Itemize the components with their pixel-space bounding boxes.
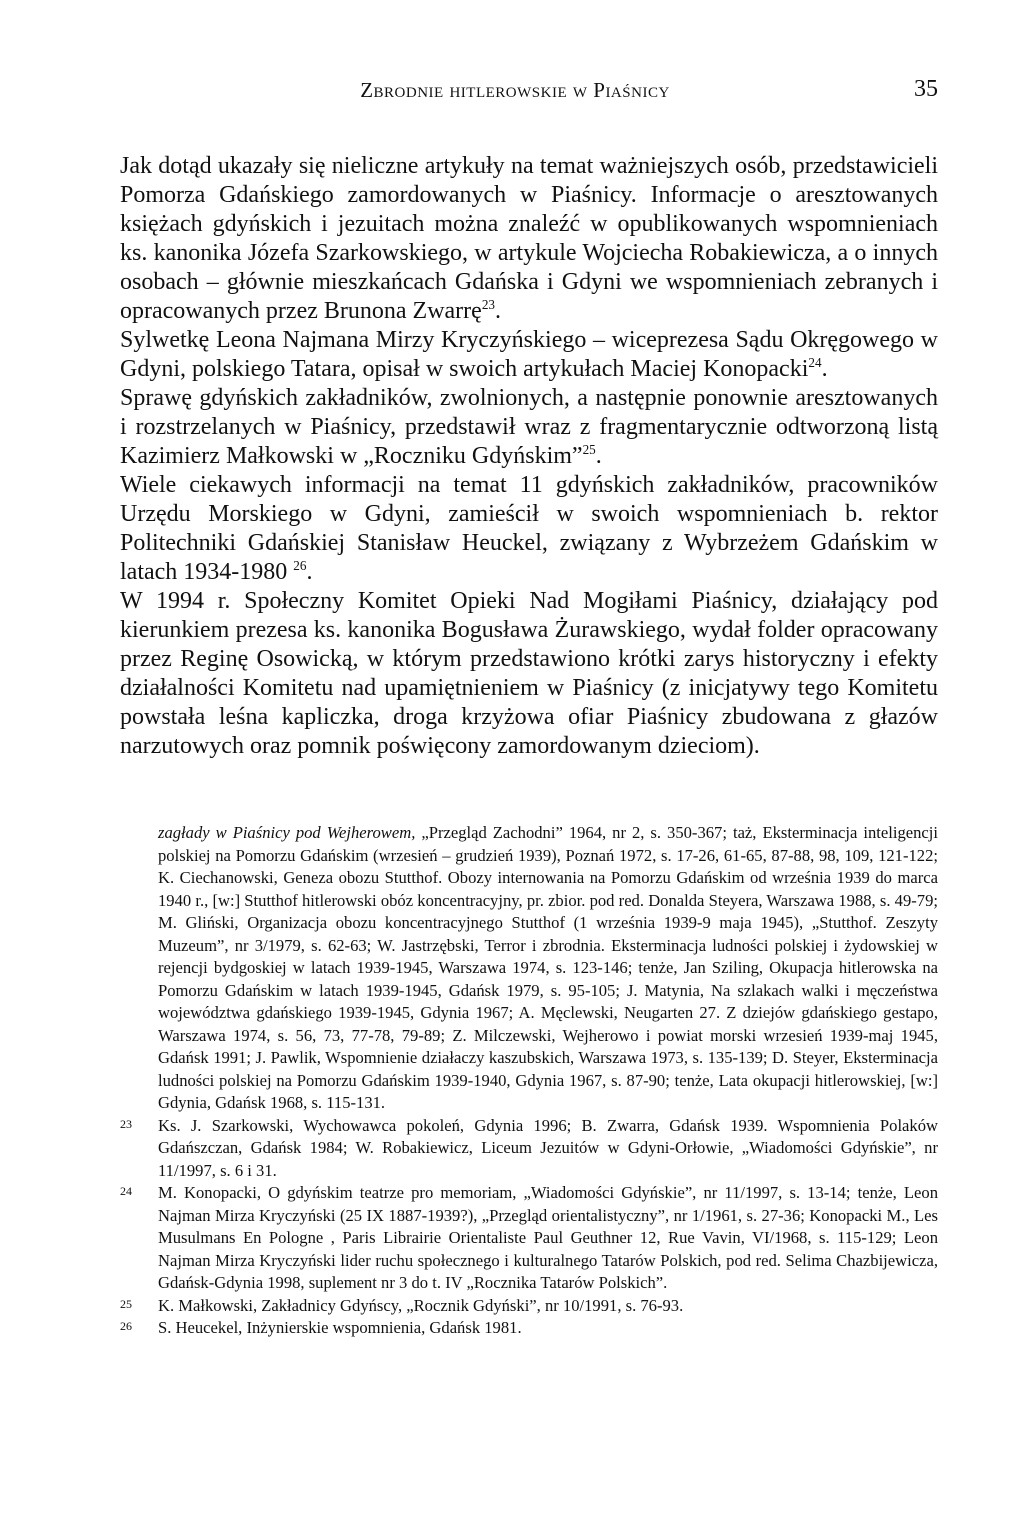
paragraph-end: . [306,559,313,585]
paragraph [120,326,938,384]
paragraph [120,587,938,761]
page-number: 35 [914,76,938,102]
paragraph-end: . [821,356,828,382]
paragraph-text: W 1994 r. Społeczny Komitet Opieki Nad Mogiłami Piaśnicy, działający pod kierunkiem prezesa ks. kanonika Bogusława Żurawskiego, wydał folder opracowany przez Reginę Osowicką, w którym przedstawiono krótki zarys historyczny i efekty działalności Komitetu nad upamiętnieniem w Piaśnicy (z inicjatywy tego Komitetu powstała leśna kapliczka, droga krzyżowa ofiar Piaśnicy zbudowana z głazów narzutowych oraz pomnik poświęcony zamordowanym dzieciom). [120,588,938,759]
main-text [120,152,938,761]
footnote-text: K. Małkowski, Zakładnicy Gdyńscy, „Rocznik Gdyński”, nr 10/1991, s. 76-93. [158,1295,684,1315]
paragraph-end: . [495,298,502,324]
footnote-ref: 25 [582,442,596,457]
footnote-text: S. Heucekel, Inżynierskie wspomnienia, Gdańsk 1981. [158,1318,522,1337]
paragraph [120,384,938,471]
paragraph-text: Sylwetkę Leona Najmana Mirzy Kryczyńskiego – wiceprezesa Sądu Okręgowego w Gdyni, polskiego Tatara, opisał w swoich artykułach Maciej Konopacki [120,327,938,382]
paragraph-text: Wiele ciekawych informacji na temat 11 gdyńskich zakładników, pracowników Urzędu Morskiego w Gdyni, zamieścił w swoich wspomnieniach b. rektor Politechniki Gdańskiej Stanisław Heuckel, związany z Wybrzeżem Gdańskim w latach 1934-1980 [120,472,938,585]
footnote [120,1182,938,1295]
footnote-ref: 26 [293,558,307,573]
footnote-number: 26 [120,1319,132,1333]
footnote-number: 25 [120,1296,132,1311]
footnote-continuation-lead: zagłady w Piaśnicy pod Wejherowem, [158,823,416,842]
footnote-continuation [120,822,938,1115]
paragraph-end: . [595,443,602,469]
footnote-text: Ks. J. Szarkowski, Wychowawca pokoleń, Gdynia 1996; B. Zwarra, Gdańsk 1939. Wspomnienia Polaków Gdańszczan, Gdańsk 1984; W. Robakiewicz, Liceum Jezuitów w Gdyni-Orłowie, „Wiadomości Gdyńskie”, nr 11/1997, s. 6 i 31. [158,1115,938,1180]
footnote-ref: 23 [481,297,496,312]
page-header [120,74,938,114]
footnote-continuation-text: „Przegląd Zachodni” 1964, nr 2, s. 350-367; taż, Eksterminacja inteligencji polskiej na Pomorzu Gdańskim (wrzesień – grudzień 1939), Poznań 1972, s. 17-26, 61-65, 87-88, 98, 109, 121-122; K. Ciechanowski, Geneza obozu Stutthof. Obozy internowania na Pomorzu Gdańskim od września 1939 do marca 1940 r., [w:] Stutthof hitlerowski obóz koncentracyjny, pr. zbior. pod red. Donalda Steyera, Warszawa 1988, s. 49-79; M. Gliński, Organizacja obozu koncentracyjnego Stutthof (1 września 1939-9 maja 1945), „Stutthof. Zeszyty Muzeum”, nr 3/1979, s. 62-63; W. Jastrzębski, Terror i zbrodnia. Eksterminacja ludności polskiej i żydowskiej w rejencji bydgoskiej w latach 1939-1945, Warszawa 1974, s. 123-146; tenże, Jan Sziling, Okupacja hitlerowska na Pomorzu Gdańskim w latach 1939-1945, Gdańsk 1979, s. 95-105; J. Matynia, Na szlakach walki i męczeństwa województwa gdańskiego 1939-1945, Gdynia 1967; A. Męclewski, Neugarten 27. Z dziejów gdańskiego gestapo, Warszawa 1974, s. 56, 73, 77-78, 79-89; Z. Milczewski, Wejherowo i powiat morski wrzesień 1939-maj 1945, Gdańsk 1991; J. Pawlik, Wspomnienie działaczy kaszubskich, Warszawa 1973, s. 135-139; D. Steyer, Eksterminacja ludności polskiej na Pomorzu Gdańskim 1939-1940, Gdynia 1967, s. 87-90; tenże, Lata okupacji hitlerowskiej, [w:] Gdynia, Gdańsk 1968, s. 115-131. [158,823,939,1112]
footnote-number: 23 [120,1116,132,1131]
paragraph-text: Jak dotąd ukazały się nieliczne artykuły na temat ważniejszych osób, przedstawicieli Pomorza Gdańskiego zamordowanych w Piaśnicy. Informacje o aresztowanych księżach gdyńskich i jezuitach można znaleźć w opublikowanych wspomnieniach ks. kanonika Józefa Szarkowskiego, w artykule Wojciecha Robakiewicza, a o innych osobach – głównie mieszkańcach Gdańska i Gdyni we wspomnieniach zebranych i opracowanych przez Brunona Zwarrę [120,153,938,324]
footnote [120,1295,938,1318]
footnote-ref: 24 [808,355,822,370]
paragraph [120,152,938,326]
footnote-number: 24 [120,1184,132,1198]
footnote [120,1115,938,1183]
footnote-text: M. Konopacki, O gdyńskim teatrze pro memoriam, „Wiadomości Gdyńskie”, nr 11/1997, s. 13-14; tenże, Leon Najman Mirza Kryczyński (25 IX 1887-1939?), „Przegląd orientalistyczny”, nr 1/1961, s. 27-36; Konopacki M., Les Musulmans En Pologne , Paris Librairie Orientaliste Paul Geuthner 12, Rue Vavin, VI/1968, s. 115-129; Leon Najman Mirza Kryczyński lider ruchu społecznego i kulturalnego Tatarów Polskich, pod red. Selima Chazbijewicza, Gdańsk-Gdynia 1998, suplement nr 3 do t. IV „Rocznika Tatarów Polskich”. [158,1183,938,1292]
paragraph [120,471,938,587]
footnotes [120,822,938,1340]
running-title: Zbrodnie hitlerowskie w Piaśnicy [360,78,670,102]
footnote [120,1317,938,1340]
paragraph-text: Sprawę gdyńskich zakładników, zwolnionych, a następnie ponownie aresztowanych i rozstrzelanych w Piaśnicy, przedstawił wraz z fragmentarycznie odtworzoną listą Kazimierz Małkowski w „Roczniku Gdyńskim” [120,385,938,469]
